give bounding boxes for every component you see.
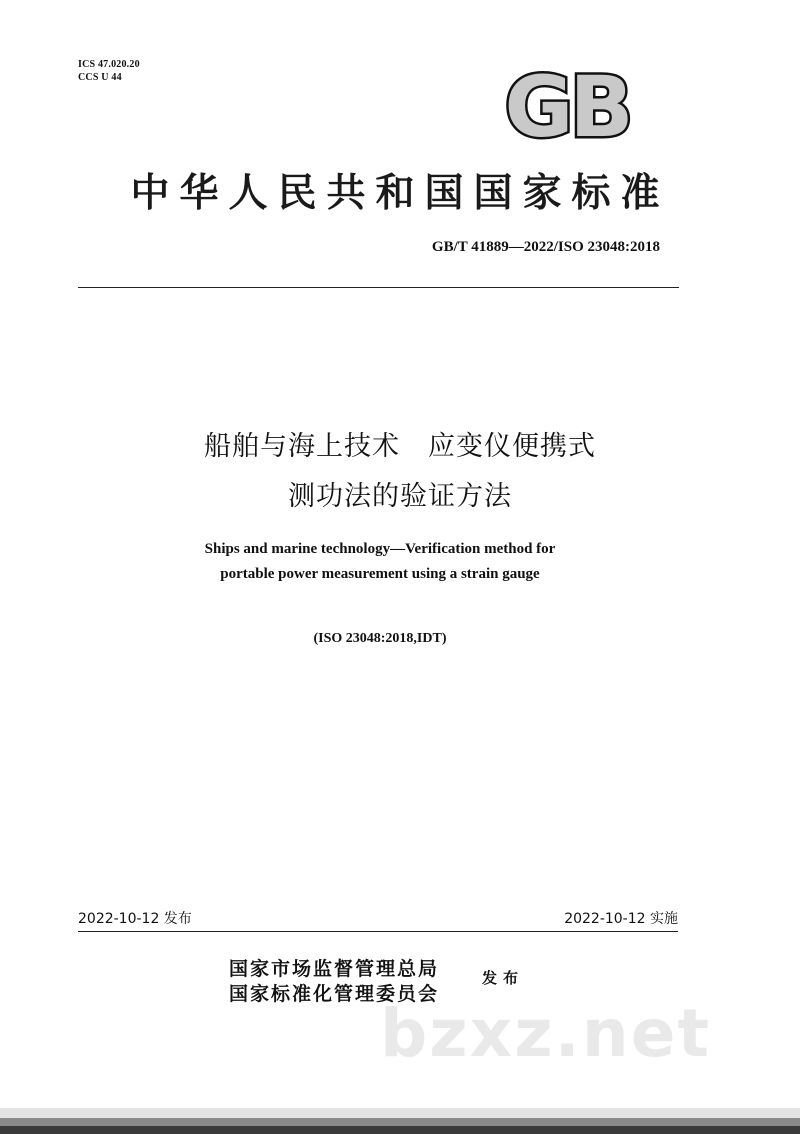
watermark: bzxz.net xyxy=(380,995,712,1072)
issuer-samr: 国家市场监督管理总局 xyxy=(229,958,440,980)
standard-number: GB/T 41889—2022/ISO 23048:2018 xyxy=(431,239,660,255)
implementation-date: 2022-10-12 实施 xyxy=(564,911,678,927)
header-divider xyxy=(78,287,679,288)
page-bottom-edge xyxy=(0,1108,800,1134)
document-title-en-line1: Ships and marine technology—Verification method for xyxy=(204,541,556,557)
national-standard-title: 中华人民共和国国家标准 xyxy=(130,171,670,216)
ics-code: ICS 47.020.20 xyxy=(78,59,140,70)
iso-equivalence: (ISO 23048:2018,IDT) xyxy=(313,631,447,646)
gb-logo xyxy=(493,66,641,144)
gb-logo-text: GB xyxy=(504,66,630,144)
classification-codes xyxy=(78,58,140,84)
edge-shadow xyxy=(0,1126,800,1134)
document-title-cn-line2: 测功法的验证方法 xyxy=(288,481,512,512)
document-title-en-line2: portable power measurement using a strain gauge xyxy=(220,566,540,582)
publish-label: 发布 xyxy=(482,969,525,987)
issuer-sac: 国家标准化管理委员会 xyxy=(229,983,440,1005)
ccs-code: CCS U 44 xyxy=(78,72,122,83)
footer-divider xyxy=(78,931,678,932)
document-title-cn-line1: 船舶与海上技术 应变仪便携式 xyxy=(204,431,596,462)
issue-date: 2022-10-12 发布 xyxy=(78,911,192,927)
edge-highlight xyxy=(0,1108,800,1118)
